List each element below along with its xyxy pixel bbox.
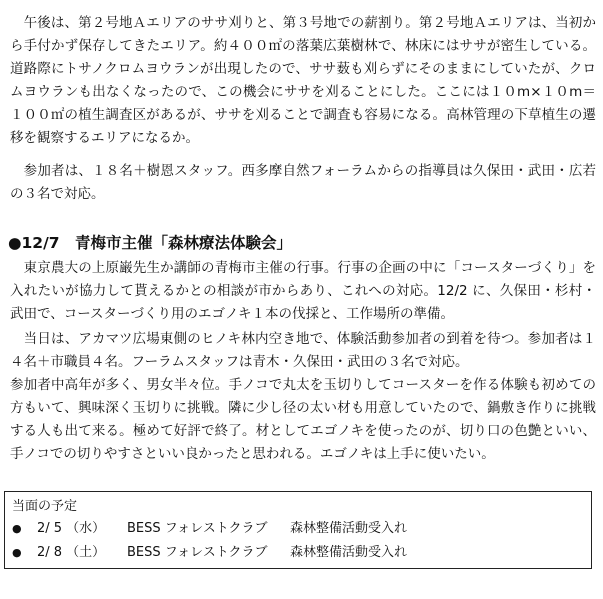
paragraph-afternoon-work: 午後は、第２号地Ａエリアのササ刈りと、第３号地での薪割り。第２号地Ａエリアは、当初から手付かず保存してきたエリア。約４００㎡の落葉広葉樹林で、林床にはササが密生している。道路際にトサノクロムヨウランが出現したので、ササ薮も刈らずにそのままにしていたが、クロムヨウランも出なくなったので、この機会にササを刈ることにした。ここには１０m×１０m＝１００㎡の植生調査区があるが、ササを刈ることで調査も容易になる。高林管理の下草植生の遷移を観察するエリアになるか。 — [10, 15, 596, 146]
schedule-organization: BESS フォレストクラブ — [127, 521, 268, 536]
paragraph-event-overview: 東京農大の上原巌先生か講師の青梅市主催の行事。行事の企画の中に「コースターづくり」を入れたいが協力して貰えるかとの相談が市からあり、これへの対応。12/2 に、久保田・杉村・武田で、コースターづくり用のエゴノキ１本の伐採と、工作場所の準備。 — [10, 260, 596, 322]
schedule-activity: 森林整備活動受入れ — [290, 521, 408, 536]
paragraph-event-feedback: 参加者中高年が多く、男女半々位。手ノコで丸太を玉切りしてコースターを作る体験も初めての方もいて、興味深く玉切りに挑戦。隣に少し径の太い材も用意していたので、鍋敷き作りに挑戦する人も出て来る。極めて好評で終了。材としてエゴノキを使ったのが、切り口の色艶といい、手ノコでの切りやすさといい良かったと思われる。エゴノキは上手に使いたい。 — [10, 377, 596, 462]
paragraph-participants: 参加者は、１８名＋樹恩スタッフ。西多摩自然フォーラムからの指導員は久保田・武田・広若の３名で対応。 — [10, 163, 596, 202]
bullet-icon: ● — [12, 546, 22, 559]
schedule-date: 2/ 8 （土） — [37, 545, 106, 560]
section-heading-forest-therapy: ●12/7 青梅市主催「森林療法体験会」 — [8, 234, 293, 252]
schedule-date: 2/ 5 （水） — [37, 521, 106, 536]
schedule-activity: 森林整備活動受入れ — [290, 545, 408, 560]
schedule-organization: BESS フォレストクラブ — [127, 545, 268, 560]
schedule-title: 当面の予定 — [12, 499, 78, 514]
bullet-icon: ● — [12, 522, 22, 535]
paragraph-event-day: 当日は、アカマツ広場東側のヒノキ林内空き地で、体験活動参加者の到着を待つ。参加者は１４名＋市職員４名。フーラムスタッフは青木・久保田・武田の３名で対応。 — [10, 331, 596, 370]
schedule-box — [4, 491, 592, 569]
